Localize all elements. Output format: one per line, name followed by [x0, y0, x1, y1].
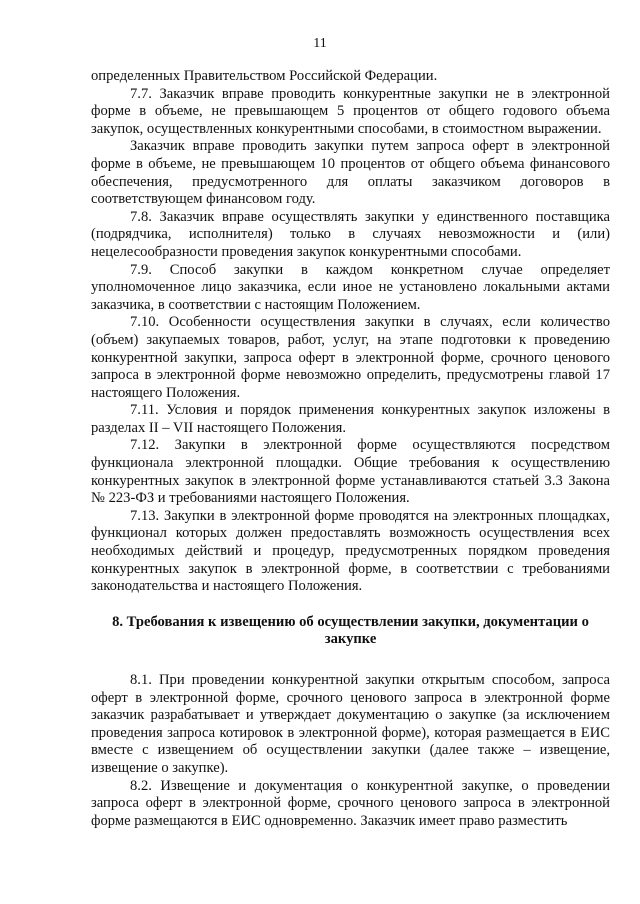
paragraph: 7.13. Закупки в электронной форме проводятся на электронных площадках, функционал которых должен предоставлять возможность осуществления всех необходимых действий и процедур, предусмотренных порядком проведения конкурентных закупок в электронной форме, в соответствии с требованиями законодательства и настоящего Положения. — [91, 507, 610, 595]
paragraph: Заказчик вправе проводить закупки путем запроса оферт в электронной форме в объеме, не превышающем 10 процентов от общего объема финансового обеспечения, предусмотренного для оплаты заказчиком договоров в соответствующем финансовом году. — [91, 138, 610, 208]
paragraph: 7.7. Заказчик вправе проводить конкурентные закупки не в электронной форме в объеме, не превышающем 5 процентов от общего годового объема закупок, осуществленных конкурентными способами, в стоимостном выражении. — [91, 85, 610, 137]
paragraph: определенных Правительством Российской Федерации. — [91, 68, 438, 84]
paragraph: 7.11. Условия и порядок применения конкурентных закупок изложены в разделах II – VII настоящего Положения. — [91, 402, 610, 436]
document-body — [91, 68, 610, 830]
paragraph: 7.10. Особенности осуществления закупки в случаях, если количество (объем) закупаемых товаров, работ, услуг, на этапе подготовки к проведению конкурентной закупки, запроса оферт в электронной форме, срочного ценового запроса в электронной форме невозможно определить, предусмотрены главой 17 настоящего Положения. — [91, 314, 610, 401]
section-heading: 8. Требования к извещению об осуществлении закупки, документации о закупке — [112, 613, 589, 648]
paragraph: 8.1. При проведении конкурентной закупки открытым способом, запроса оферт в электронной форме, срочного ценового запроса в электронной форме заказчик разрабатывает и утверждает документацию о закупке (за исключением проведения запроса котировок в электронной форме), которая размещается в ЕИС вместе с извещением об осуществлении закупки (далее также – извещение, извещение о закупке). — [91, 672, 610, 776]
paragraph: 8.2. Извещение и документация о конкурентной закупке, о проведении запроса оферт в электронной форме, срочного ценового запроса в электронной форме размещаются в ЕИС одновременно. Заказчик имеет право разместить — [91, 777, 610, 829]
paragraph: 7.8. Заказчик вправе осуществлять закупки у единственного поставщика (подрядчика, исполнителя) только в случаях невозможности и (или) нецелесообразности проведения закупок конкурентными способами. — [91, 208, 610, 260]
paragraph: 7.12. Закупки в электронной форме осуществляются посредством функционала электронной площадки. Общие требования к осуществлению конкурентных закупок в электронной форме устанавливаются статьей 3.3 Закона № 223-ФЗ и требованиями настоящего Положения. — [91, 437, 610, 507]
page-number: 11 — [313, 36, 327, 51]
paragraph: 7.9. Способ закупки в каждом конкретном случае определяет уполномоченное лицо заказчика, если иное не установлено локальными актами заказчика, в соответствии с настоящим Положением. — [91, 261, 610, 313]
